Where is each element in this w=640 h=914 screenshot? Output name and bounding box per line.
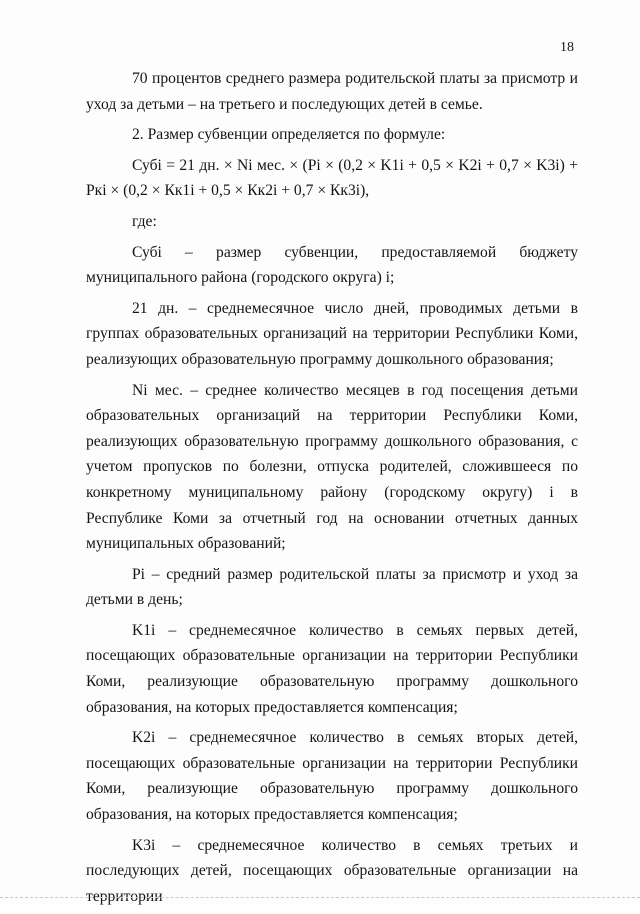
paragraph-parent-fee-third-child: 70 процентов среднего размера родительской платы за присмотр и уход за детьми – на третьего и последующих детей в семье. bbox=[86, 70, 578, 113]
document-body bbox=[86, 66, 578, 914]
paragraph-def-subvention: Субi – размер субвенции, предоставляемой бюджету муниципального района (городского округа) i; bbox=[86, 243, 578, 287]
paragraph-def-k3i: K3i – среднемесячное количество в семьях третьих и последующих детей, посещающих образовательные организации на территории bbox=[86, 836, 578, 905]
paragraph-formula: Субi = 21 дн. × Ni мес. × (Pi × (0,2 × K1i + 0,5 × K2i + 0,7 × K3i) + Pкi × (0,2 × Кк1i + 0,5 × Кк2i + 0,7 × Кк3i), bbox=[86, 156, 578, 200]
paragraph-formula-intro: 2. Размер субвенции определяется по формуле: bbox=[132, 126, 446, 144]
paragraph-where: где: bbox=[132, 212, 157, 230]
paragraph-def-k1i: K1i – среднемесячное количество в семьях первых детей, посещающих образовательные организации на территории Республики Коми, реализующие образовательную программу дошкольного образования, на которых предоставляется компенсация; bbox=[86, 621, 578, 716]
paragraph-def-k2i: K2i – среднемесячное количество в семьях вторых детей, посещающих образовательные организации на территории Республики Коми, реализующие образовательную программу дошкольного образования, на которых предоставляется компенсация; bbox=[86, 729, 578, 824]
page-number: 18 bbox=[560, 40, 574, 55]
paragraph-def-months: Ni мес. – среднее количество месяцев в год посещения детьми образовательных организаций на территории Республики Коми, реализующих образовательную программу дошкольного образования, с учетом пропусков по болезни, отпуска родителей, сложившееся по конкретному муниципальному району (городскому округу) i в Республике Коми за отчетный год на основании отчетных данных муниципальных образований; bbox=[86, 381, 578, 553]
page-bottom-edge bbox=[0, 897, 640, 898]
paragraph-def-days: 21 дн. – среднемесячное число дней, проводимых детьми в группах образовательных организаций на территории Республики Коми, реализующих образовательную программу дошкольного образования; bbox=[86, 299, 578, 368]
paragraph-def-pi: Pi – средний размер родительской платы за присмотр и уход за детьми в день; bbox=[86, 565, 578, 609]
